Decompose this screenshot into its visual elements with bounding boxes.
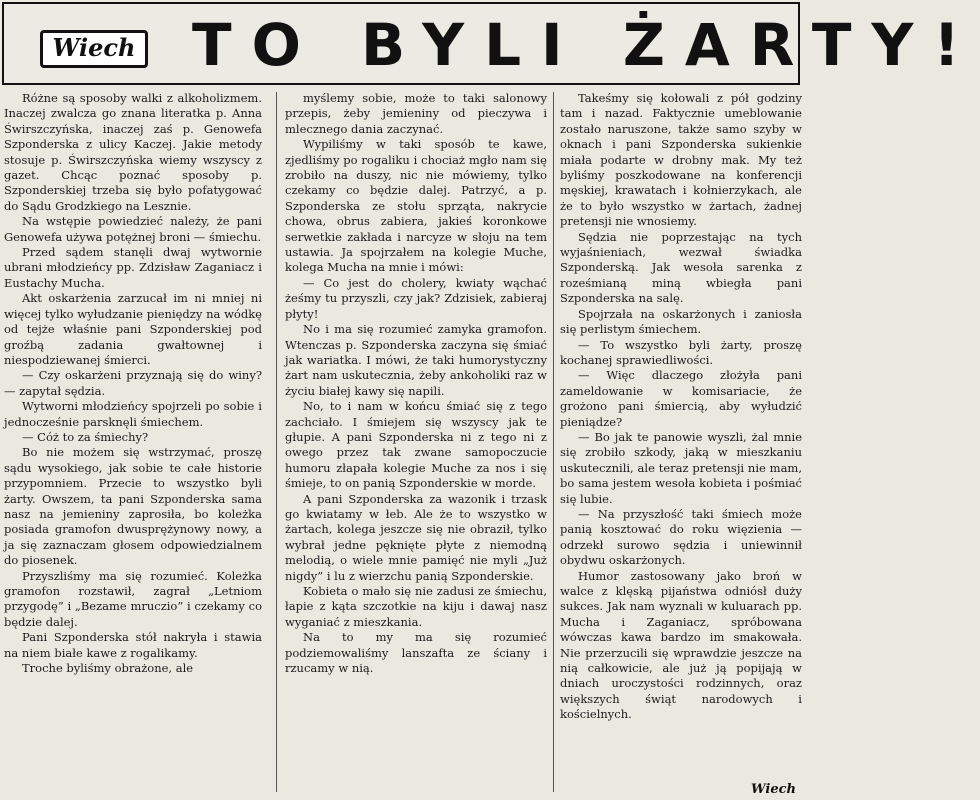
- article-paragraph: Różne są sposoby walki z alkoholizmem. Inaczej zwalcza go znana literatka p. Anna Świrszczyńska, inaczej zaś p. Genowefa Szponderska z ulicy Kaczej. Jakie metody stosuje p. Świrszczyńska wiemy wszyscy z gazet. Chcąc poznać sposoby p. Szponderskiej trzeba się było pofatygować do Sądu Grodzkiego na Lesznie.: [4, 91, 262, 213]
- article-paragraph: Bo nie możem się wstrzymać, proszę sądu wysokiego, jak sobie te całe historie przypomniem. Przecie to wszystko byli żarty. Owszem, ta pani Szponderska sama nasz na jemieniny zaprosiła, bo koleżka posiada gramofon dwusprężynowy nowy, a ja się zaznaczam głosem odpowiedzialnem do piosenek.: [4, 445, 262, 568]
- article-paragraph: Humor zastosowany jako broń w walce z klęską pijaństwa odniósł duży sukces. Jak nam wyznali w kuluarach pp. Mucha i Zaganiacz, spróbowana wówczas kawa bardzo im smakowała. Nie przerzucili się wprawdzie jeszcze na nią całkowicie, ale już ją popijają w dniach uroczystości rodzinnych, oraz większych świąt narodowych i kościelnych.: [560, 568, 802, 722]
- article-header: [2, 2, 980, 85]
- column-divider: [276, 92, 277, 792]
- article-paragraph: Kobieta o mało się nie zadusi ze śmiechu, łapie z kąta szczotkie na kiju i dawaj nasz wyganiać z mieszkania.: [285, 584, 547, 629]
- article-paragraph: Akt oskarżenia zarzucał im ni mniej ni więcej tylko wyłudzanie pieniędzy na wódkę od tejże właśnie pani Szponderskiej pod groźbą zadania gwałtownej i niespodziewanej śmierci.: [4, 291, 262, 367]
- article-paragraph: Na wstępie powiedzieć należy, że pani Genowefa używa potężnej broni — śmiechu.: [4, 214, 262, 244]
- article-paragraph: No i ma się rozumieć zamyka gramofon. Wtenczas p. Szponderska zaczyna się śmiać jak wariatka. I mówi, że taki humorystyczny żart nam uskutecznia, żeby ankoholiki raz w życiu białej kawy się napili.: [285, 322, 547, 398]
- article-paragraph: Przyszliśmy ma się rozumieć. Koleżka gramofon rozstawił, zagrał „Letniom przygodę” i „Bezame mruczio” i czekamy co będzie dalej.: [4, 568, 262, 629]
- article-paragraph: — To wszystko byli żarty, proszę kochanej sprawiedliwości.: [560, 337, 802, 367]
- article-paragraph: — Na przyszłość taki śmiech może panią kosztować do roku więzienia — odrzekł surowo sędzia i uniewinnił obydwu oskarżonych.: [560, 506, 802, 568]
- article-paragraph: Wytworni młodzieńcy spojrzeli po sobie i jednocześnie parsknęli śmiechem.: [4, 399, 262, 429]
- article-paragraph: No, to i nam w końcu śmiać się z tego zachciało. I śmiejem się wszyscy jak te głupie. A pani Szponderska ni z tego ni z owego przez tak zwane samopoczucie humoru złapała kolegie Muche za nos i się śmieje, to on panią Szponderskie w morde.: [285, 399, 547, 491]
- article-paragraph: — Czy oskarżeni przyznają się do winy? — zapytał sędzia.: [4, 368, 262, 398]
- article-column-3: [560, 91, 802, 796]
- column-divider: [553, 92, 554, 792]
- article-paragraph: Na to my ma się rozumieć podziemowaliśmy lanszafta ze ściany i rzucamy w nią.: [285, 630, 547, 676]
- article-paragraph: Przed sądem stanęli dwaj wytwornie ubrani młodzieńcy pp. Zdzisław Zaganiacz i Eustachy Mucha.: [4, 245, 262, 290]
- article-paragraph: Pani Szponderska stół nakryła i stawia na niem białe kawe z rogalikamy.: [4, 630, 262, 660]
- article-paragraph: Troche byliśmy obrażone, ale: [22, 661, 194, 676]
- author-badge: Wiech: [40, 30, 148, 68]
- article-paragraph: — Bo jak te panowie wyszli, żal mnie się zrobiło szkody, jaką w mieszkaniu uskutecznili, ale teraz pretensji nie mam, bo sama jestem wesoła kobieta i pośmiać się lubie.: [560, 429, 802, 506]
- article-paragraph: A pani Szponderska za wazonik i trzask go kwiatamy w łeb. Ale że to wszystko w żartach, kolega jeszcze się nie obraził, tylko wybrał jedne pęknięte płyte z niemodną melodią, o wiele mnie pamięć nie myli „Już nigdy” i lu z wierzchu panią Szponderskie.: [285, 491, 547, 583]
- article-paragraph: Wypiliśmy w taki sposób te kawe, zjedliśmy po rogaliku i chociaż mgło nam się zrobiło na duszy, nic nie mówiemy, tylko czekamy co będzie dalej. Patrzyć, a p. Szponderska ze stołu sprząta, nakrycie chowa, obrus zabiera, jakieś koronkowe serwetkie zakłada i narcyze w słoju na tem ustawia. Ja spojrzałem na kolegie Muche, kolega Mucha na mnie i mówi:: [285, 137, 547, 275]
- article-paragraph: myślemy sobie, może to taki salonowy przepis, żeby jemieniny od pieczywa i mlecznego dania zaczynać.: [285, 91, 547, 136]
- article-paragraph: — Więc dlaczego złożyła pani zameldowanie w komisariacie, że grożono pani śmiercią, aby wyłudzić pieniądze?: [560, 368, 802, 429]
- article-paragraph: — Cóż to za śmiechy?: [22, 429, 149, 444]
- article-paragraph: Spojrzała na oskarżonych i zaniosła się perlistym śmiechem.: [560, 306, 802, 337]
- author-signature: Wiech: [751, 782, 796, 797]
- article-paragraph: Takeśmy się kołowali z pół godziny tam i nazad. Faktycznie umeblowanie zostało naruszone, także samo szyby w oknach i pani Szponderska sukienkie miała podarte w drobny mak. My też byliśmy poszkodowane na konferencji męskiej, krawatach i kołnierzykach, ale że to było wszystko w żartach, żadnej pretensji nie wnosiemy.: [560, 91, 802, 229]
- article-column-2: [285, 91, 547, 796]
- article-title: TO BYLI ŻARTY!: [192, 11, 980, 79]
- article-paragraph: — Co jest do cholery, kwiaty wąchać żeśmy tu przyszli, czy jak? Zdzisiek, zabieraj płyty!: [285, 275, 547, 321]
- article-paragraph: Sędzia nie poprzestając na tych wyjaśnieniach, wezwał świadka Szponderską. Jak wesoła sarenka z roześmianą miną wbiegła pani Szponderska na salę.: [560, 229, 802, 306]
- article-column-1: [4, 91, 262, 796]
